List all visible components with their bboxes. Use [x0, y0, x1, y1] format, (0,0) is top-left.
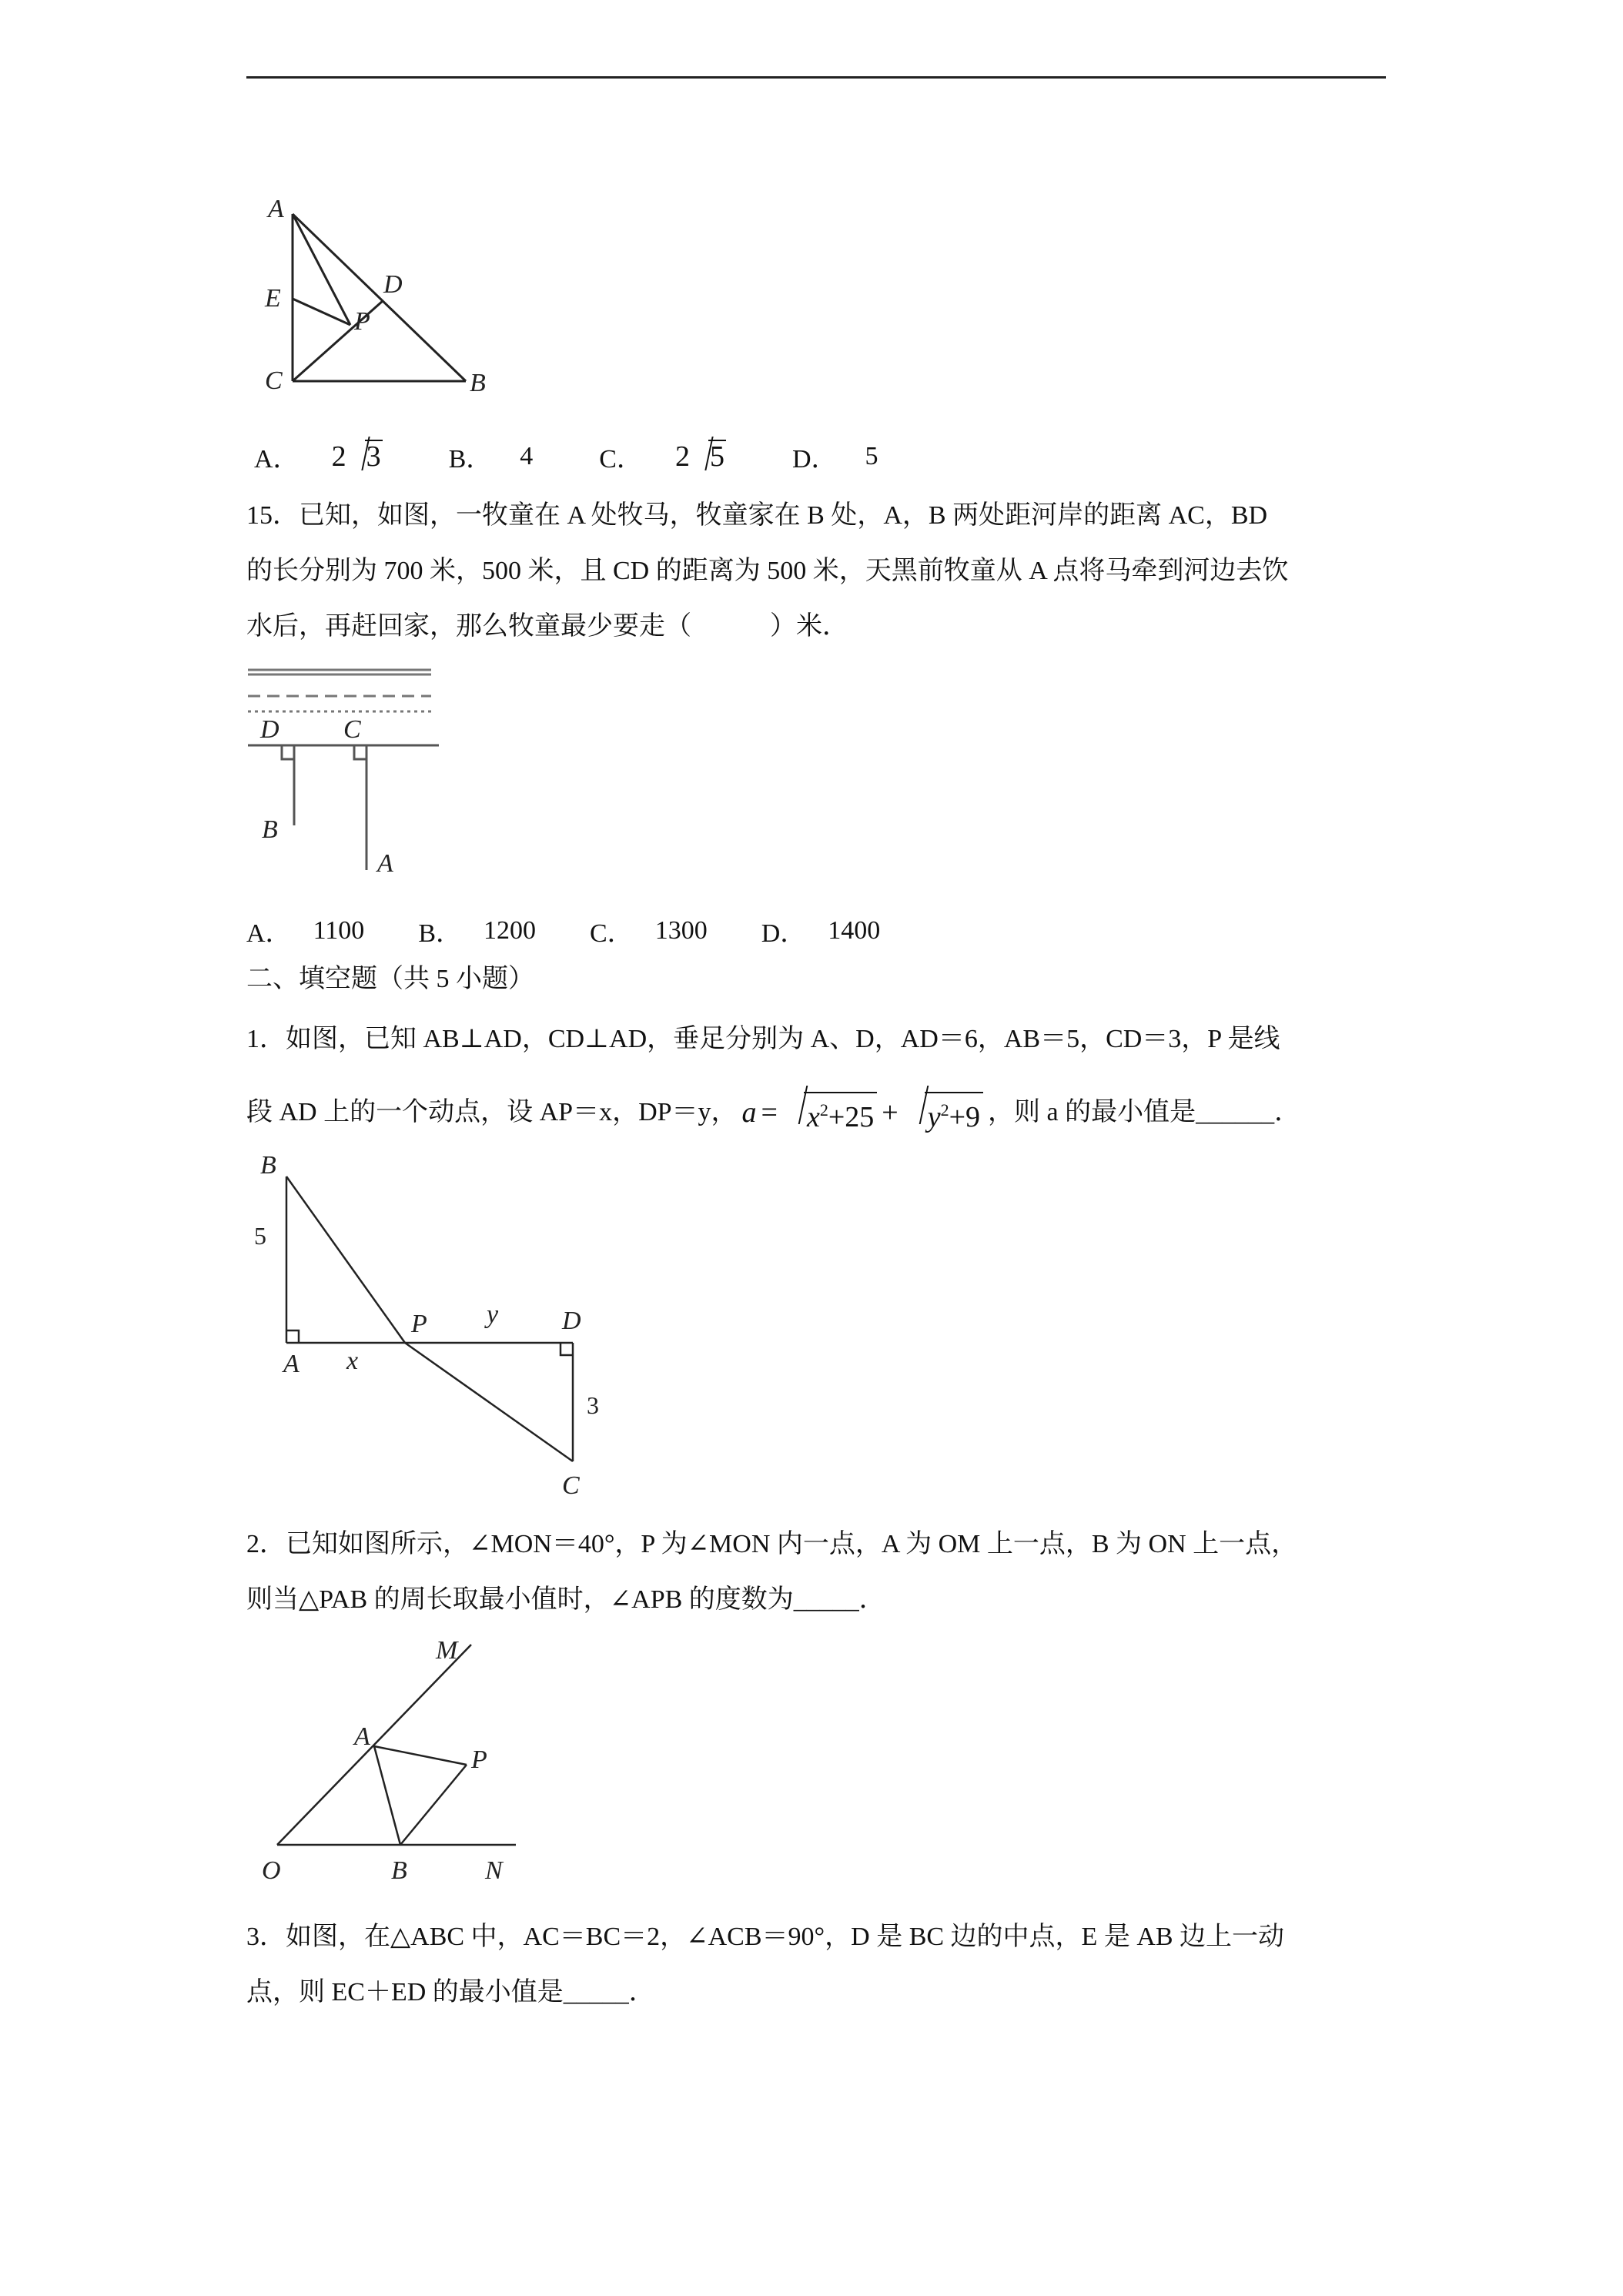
fig-label: N — [485, 1856, 503, 1885]
q15-line: 的长分别为 700 米，500 米，且 CD 的距离为 500 米，天黑前牧童从 A 点将马牵到河边去饮 — [246, 557, 1289, 585]
section-heading: 二、填空题（共 5 小题） — [246, 965, 534, 993]
fill1-formula: a = $x^2+25$ + $y^2+9$ — [742, 1092, 984, 1133]
fig-label: y — [487, 1300, 499, 1329]
fig-label: C — [343, 715, 361, 744]
header-rule — [246, 76, 1386, 79]
fig-label: B — [391, 1856, 407, 1885]
fig-label: C — [265, 366, 283, 395]
fig-label: P — [354, 307, 370, 336]
fig-label: A — [377, 849, 393, 878]
fig-label: D — [562, 1307, 581, 1335]
fig-label: B — [470, 369, 486, 397]
fill1-line: 段 AD 上的一个动点，设 AP＝x，DP＝y， a = $x^2+25$ + $y^2+9$ ，则 a 的最小值是______． — [246, 1092, 1300, 1133]
fill2-line: 2．已知如图所示，∠MON＝40°，P 为∠MON 内一点，A 为 OM 上一点，B 为 ON 上一点， — [246, 1530, 1298, 1558]
q14-option-a[interactable]: A． 2 3 — [254, 440, 381, 474]
fig-label: 5 — [254, 1222, 266, 1250]
fig-label: x — [346, 1347, 359, 1375]
fill3-line: 3．如图，在△ABC 中，AC＝BC＝2，∠ACB＝90°，D 是 BC 边的中点，E 是 AB 边上一动 — [246, 1923, 1285, 1951]
fig-label: P — [471, 1745, 487, 1774]
q15-line: 水后，再赶回家，那么牧童最少要走（ ）米． — [246, 612, 848, 641]
fill2-angle-figure — [254, 1632, 547, 1894]
sqrt-expression: 2 3 — [331, 440, 381, 473]
sqrt-expression: 2 5 — [674, 440, 724, 473]
q15-option-a[interactable]: A． 1100 — [246, 915, 365, 948]
q14-option-d[interactable]: D． 5 — [791, 441, 878, 474]
fill3-line: 点，则 EC＋ED 的最小值是_____． — [246, 1978, 655, 2006]
fig-label: O — [262, 1856, 281, 1885]
q14-triangle-figure — [262, 192, 508, 400]
fig-label: M — [436, 1636, 458, 1665]
q15-line: 15．已知，如图，一牧童在 A 处牧马，牧童家在 B 处，A，B 两处距河岸的距离 AC，BD — [246, 501, 1268, 530]
q14-option-b[interactable]: B． 4 — [448, 441, 534, 474]
fill1-line: 1．如图，已知 AB⊥AD，CD⊥AD，垂足分别为 A、D，AD＝6，AB＝5，CD＝3，P 是线 — [246, 1025, 1280, 1053]
fig-label: A — [354, 1722, 370, 1751]
q15-options — [246, 912, 880, 949]
fig-label: D — [383, 270, 403, 299]
fig-label: C — [562, 1471, 580, 1500]
q15-option-d[interactable]: D． 1400 — [761, 915, 881, 948]
q15-option-c[interactable]: C． 1300 — [590, 915, 708, 948]
fig-label: A — [283, 1350, 300, 1378]
fig-label: A — [268, 195, 284, 223]
fill2-line: 则当△PAB 的周长取最小值时，∠APB 的度数为_____． — [246, 1585, 885, 1614]
fig-label: 3 — [587, 1391, 599, 1419]
q15-river-figure — [246, 662, 447, 878]
fig-label: E — [265, 284, 281, 313]
q14-option-c[interactable]: C． 2 5 — [599, 440, 724, 474]
fig-label: P — [411, 1310, 427, 1338]
fig-label: B — [262, 815, 278, 844]
q14-options — [254, 437, 878, 475]
q15-option-b[interactable]: B． 1200 — [418, 915, 536, 948]
fig-label: D — [260, 715, 279, 744]
fig-label: B — [260, 1151, 276, 1180]
fill1-figure — [246, 1147, 616, 1501]
